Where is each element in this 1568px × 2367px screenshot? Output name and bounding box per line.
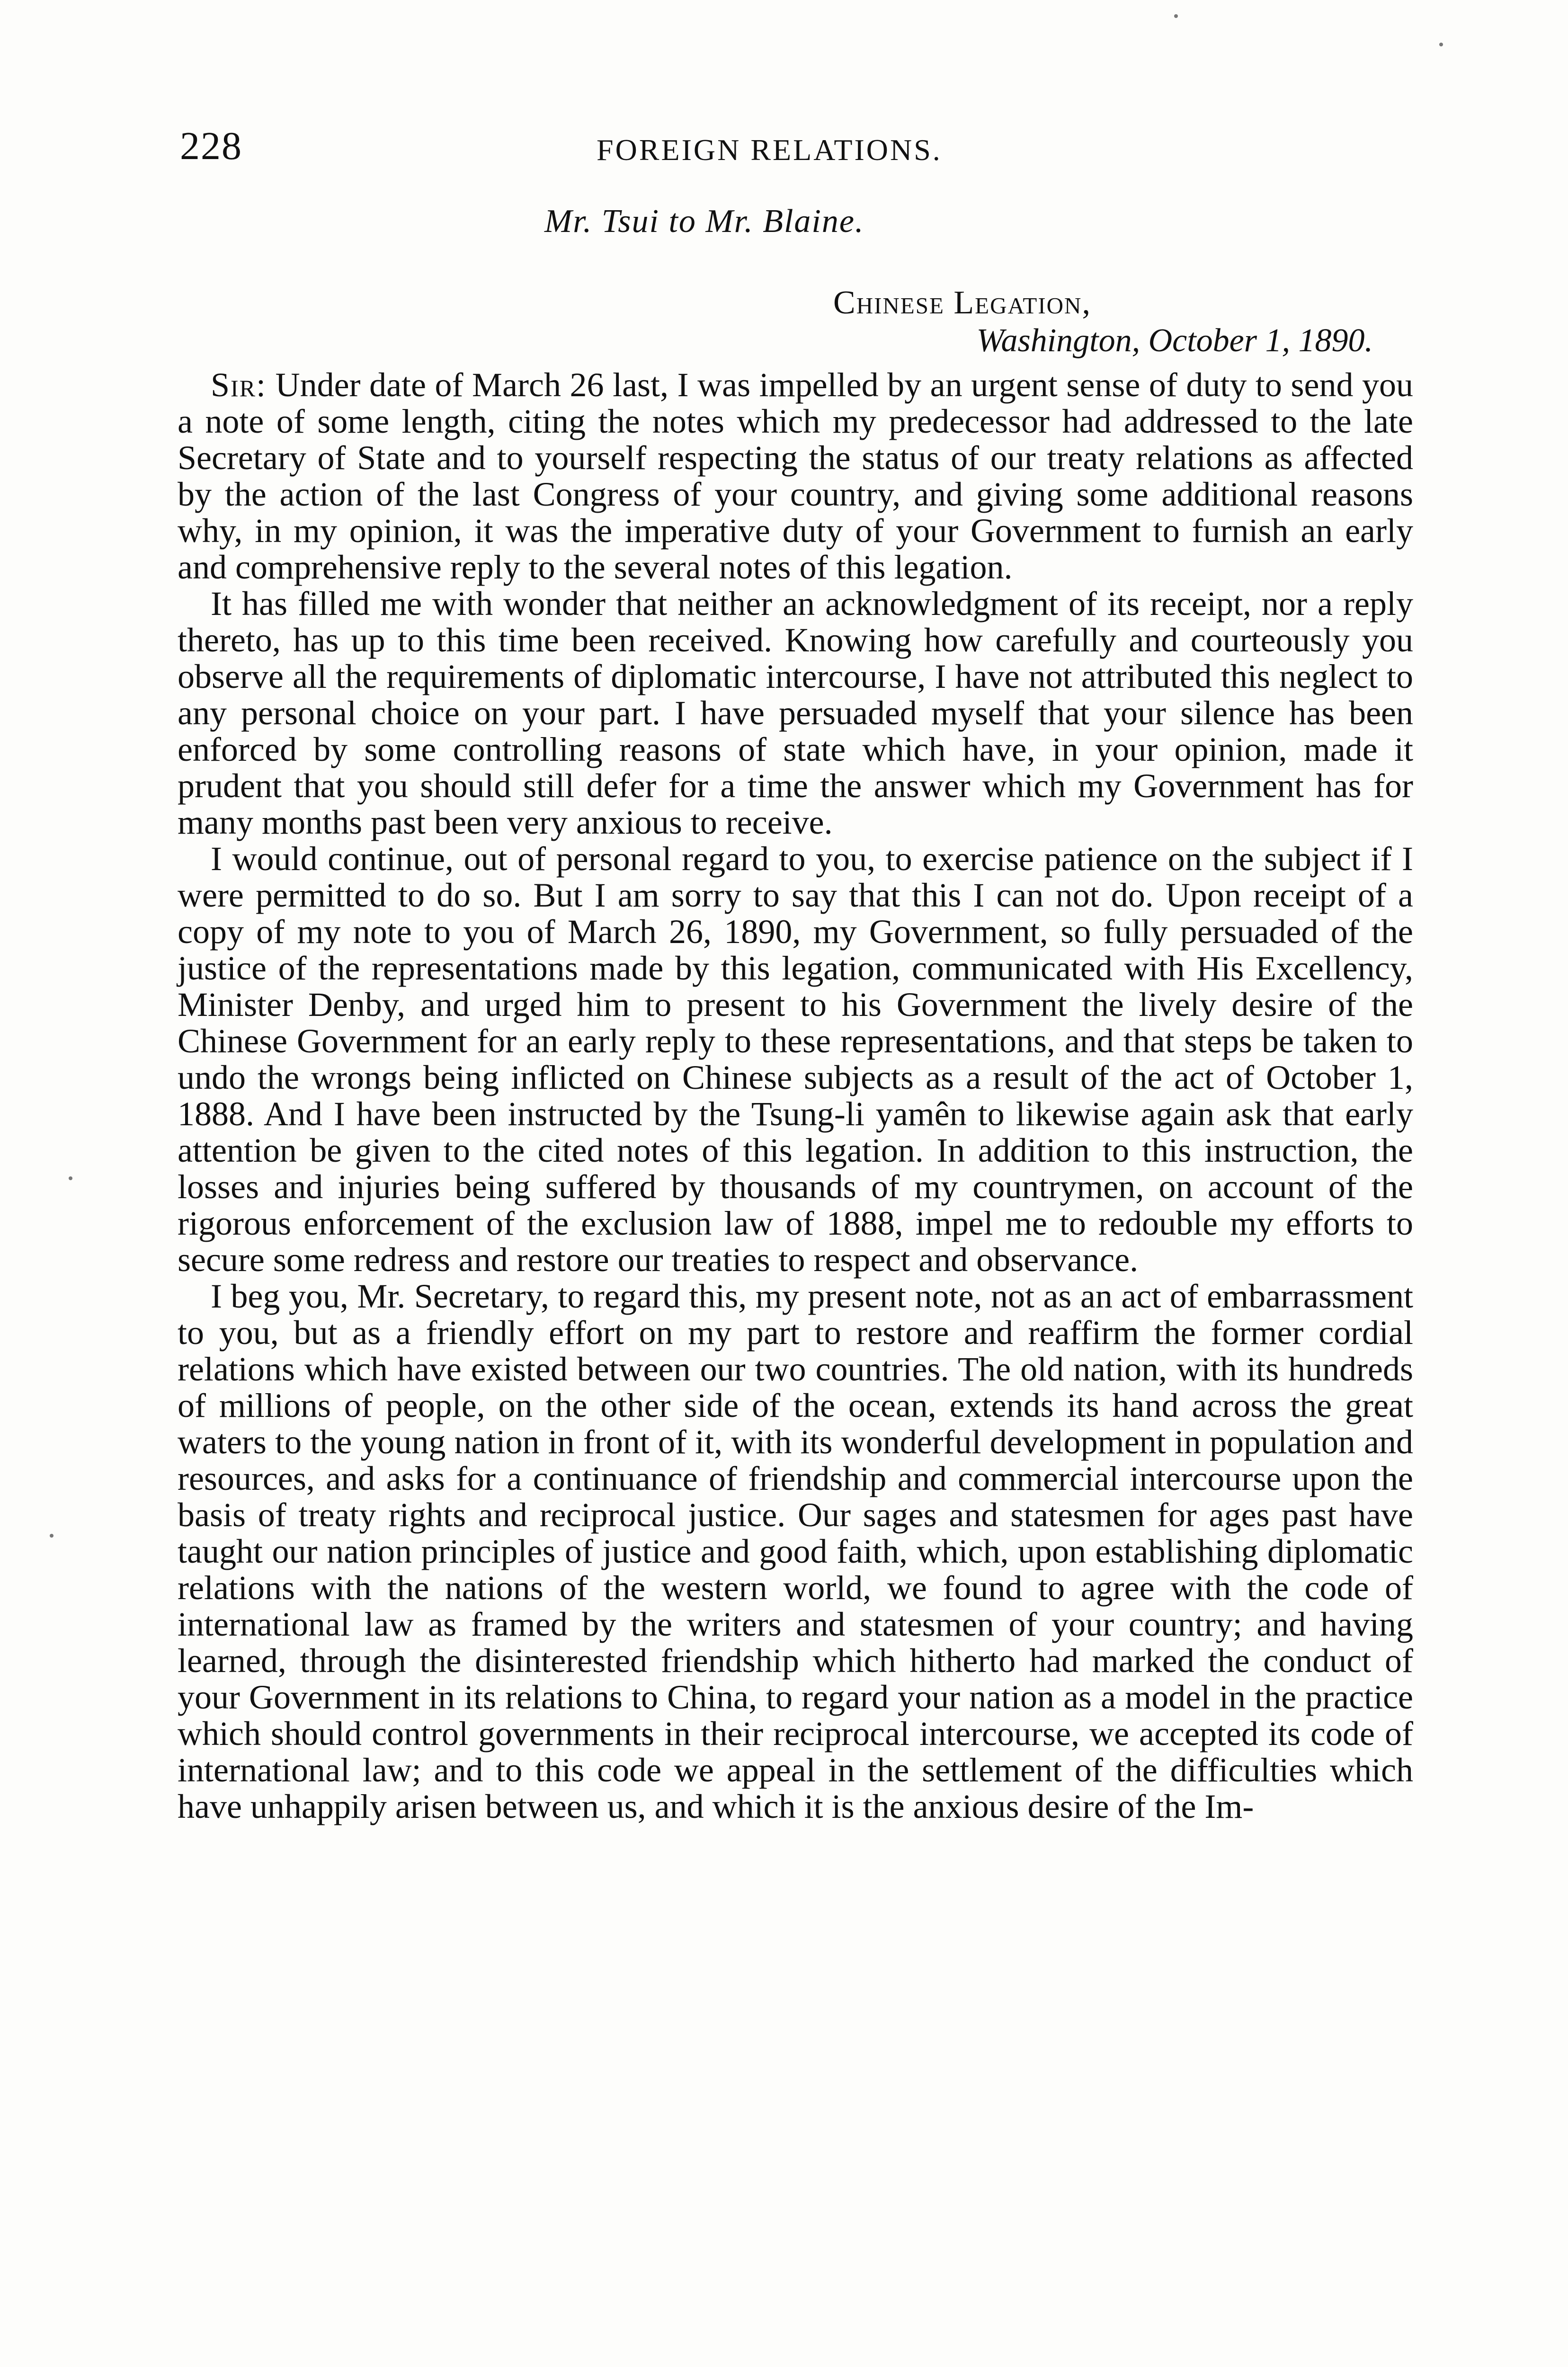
- paragraph-1: [178, 367, 1413, 586]
- dateline-date: Washington, October 1, 1890.: [976, 322, 1373, 359]
- paper-speck: [1174, 14, 1178, 18]
- page-header: [180, 123, 1411, 175]
- dateline: [833, 284, 1401, 360]
- running-head: FOREIGN RELATIONS.: [597, 133, 942, 167]
- paper-speck: [50, 1534, 53, 1538]
- page-number: 228: [180, 124, 242, 168]
- letter-title: Mr. Tsui to Mr. Blaine.: [544, 203, 864, 240]
- paragraph-text: Under date of March 26 last, I was impelled by an urgent sense of duty to send you a note of some length, citing the notes which my predecessor had addressed to the late Secretary of State and to yourself respecting the status of our treaty relations as affected by the action of the last Congress of your country, and giving some additional reasons why, in my opinion, it was the imperative duty of your Government to furnish an early and comprehensive reply to the several notes of this legation.: [178, 366, 1413, 586]
- paper-speck: [69, 1176, 72, 1180]
- dateline-place: Chinese Legation,: [833, 285, 1091, 321]
- salutation: Sir:: [211, 366, 267, 404]
- paragraph-4: I beg you, Mr. Secretary, to regard this, my present note, not as an act of embarrassment to you, but as a friendly effort on my part to restore and reaffirm the former cordial relations which have existed between our two countries. The old nation, with its hundreds of millions of people, on the other side of the ocean, extends its hand across the great waters to the young nation in front of it, with its wonderful development in population and resources, and asks for a continuance of friendship and commercial intercourse upon the basis of treaty rights and reciprocal justice. Our sages and statesmen for ages past have taught our nation principles of justice and good faith, which, upon establishing diplomatic relations with the nations of the western world, we found to agree with the code of international law as framed by the writers and statesmen of your country; and having learned, through the disinterested friendship which hitherto had marked the conduct of your Government in its relations to China, to regard your nation as a model in the practice which should control governments in their reciprocal intercourse, we accepted its code of international law; and to this code we appeal in the settlement of the difficulties which have unhappily arisen between us, and which it is the anxious desire of the Im-: [178, 1277, 1413, 1825]
- paper-speck: [1439, 43, 1443, 46]
- letter-body: [178, 367, 1413, 1825]
- paragraph-3: I would continue, out of personal regard to you, to exercise patience on the subject if I were permitted to do so. But I am sorry to say that this I can not do. Upon receipt of a copy of my note to you of March 26, 1890, my Government, so fully persuaded of the justice of the representations made by this legation, communicated with His Excellency, Minister Denby, and urged him to present to his Government the lively desire of the Chinese Government for an early reply to these representations, and that steps be taken to undo the wrongs being inflicted on Chinese subjects as a result of the act of October 1, 1888. And I have been instructed by the Tsung-li yamên to likewise again ask that early attention be given to the cited notes of this legation. In addition to this instruction, the losses and injuries being suffered by thousands of my countrymen, on account of the rigorous enforcement of the exclusion law of 1888, impel me to redouble my efforts to secure some redress and restore our treaties to respect and observance.: [178, 840, 1413, 1279]
- paragraph-2: It has filled me with wonder that neither an acknowledgment of its receipt, nor a reply thereto, has up to this time been received. Knowing how carefully and courteously you observe all the requirements of diplomatic intercourse, I have not attributed this neglect to any personal choice on your part. I have persuaded myself that your silence has been enforced by some controlling reasons of state which have, in your opinion, made it prudent that you should still defer for a time the answer which my Government has for many months past been very anxious to receive.: [178, 585, 1413, 841]
